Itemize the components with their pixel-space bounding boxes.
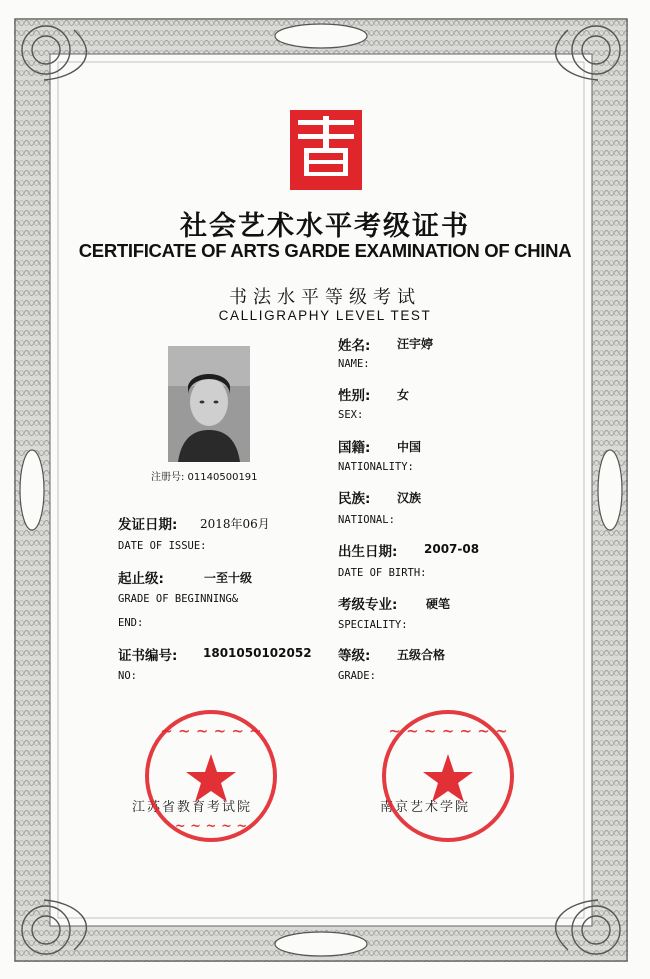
registration-number: 注册号: 01140500191 [151, 472, 258, 483]
ethnicity-label-en: NATIONAL: [338, 514, 395, 526]
issue-date-label-en: DATE OF ISSUE: [118, 540, 207, 552]
red-emblem-logo [290, 110, 362, 190]
svg-text:~ ~ ~ ~ ~: ~ ~ ~ ~ ~ [174, 819, 248, 834]
cert-no-value: 1801050102052 [203, 646, 312, 660]
birth-label-en: DATE OF BIRTH: [338, 567, 427, 579]
ethnicity-label-cn: 民族: [338, 491, 371, 507]
svg-text:~ ~ ~ ~ ~ ~: ~ ~ ~ ~ ~ ~ [160, 722, 262, 740]
right-red-seal [378, 706, 518, 846]
range-value: 一至十级 [204, 571, 253, 585]
range-label-cn: 起止级: [118, 571, 164, 587]
cert-no-label-en: NO: [118, 670, 137, 682]
name-label-cn: 姓名: [338, 338, 371, 354]
name-label-en: NAME: [338, 358, 370, 370]
issuer-right: 南京艺术学院 [380, 800, 471, 815]
certificate-title-en: CERTIFICATE OF ARTS GARDE EXAMINATION OF CHINA [78, 240, 572, 261]
range-label-en-1: GRADE OF BEGINNING& [118, 593, 239, 605]
range-label-en-2: END: [118, 617, 144, 629]
svg-text:~ ~ ~ ~ ~ ~ ~: ~ ~ ~ ~ ~ ~ ~ [388, 722, 508, 740]
sex-label-cn: 性别: [338, 388, 371, 404]
sex-label-en: SEX: [338, 409, 364, 421]
certificate-title-cn: 社会艺术水平考级证书 [180, 211, 470, 242]
ethnicity-value: 汉族 [397, 491, 422, 505]
sex-value: 女 [397, 388, 410, 402]
nationality-value: 中国 [397, 440, 422, 454]
birth-label-cn: 出生日期: [338, 544, 398, 560]
speciality-label-cn: 考级专业: [338, 597, 398, 613]
nationality-label-en: NATIONALITY: [338, 461, 414, 473]
name-value: 汪宇婷 [397, 337, 434, 351]
speciality-value: 硬笔 [426, 597, 451, 611]
candidate-photo [168, 346, 250, 462]
exam-subtitle-cn: 书法水平等级考试 [229, 287, 421, 308]
grade-label-en: GRADE: [338, 670, 376, 682]
nationality-label-cn: 国籍: [338, 440, 371, 456]
birth-value: 2007-08 [424, 542, 480, 556]
issue-date-value: 2018年06月 [200, 517, 270, 531]
left-red-seal [141, 706, 281, 846]
issuer-left: 江苏省教育考试院 [132, 800, 253, 815]
grade-label-cn: 等级: [338, 648, 371, 664]
speciality-label-en: SPECIALITY: [338, 619, 408, 631]
grade-value: 五级合格 [397, 648, 446, 662]
issue-date-label-cn: 发证日期: [118, 517, 178, 533]
exam-subtitle-en: CALLIGRAPHY LEVEL TEST [218, 308, 432, 323]
cert-no-label-cn: 证书编号: [118, 648, 178, 664]
